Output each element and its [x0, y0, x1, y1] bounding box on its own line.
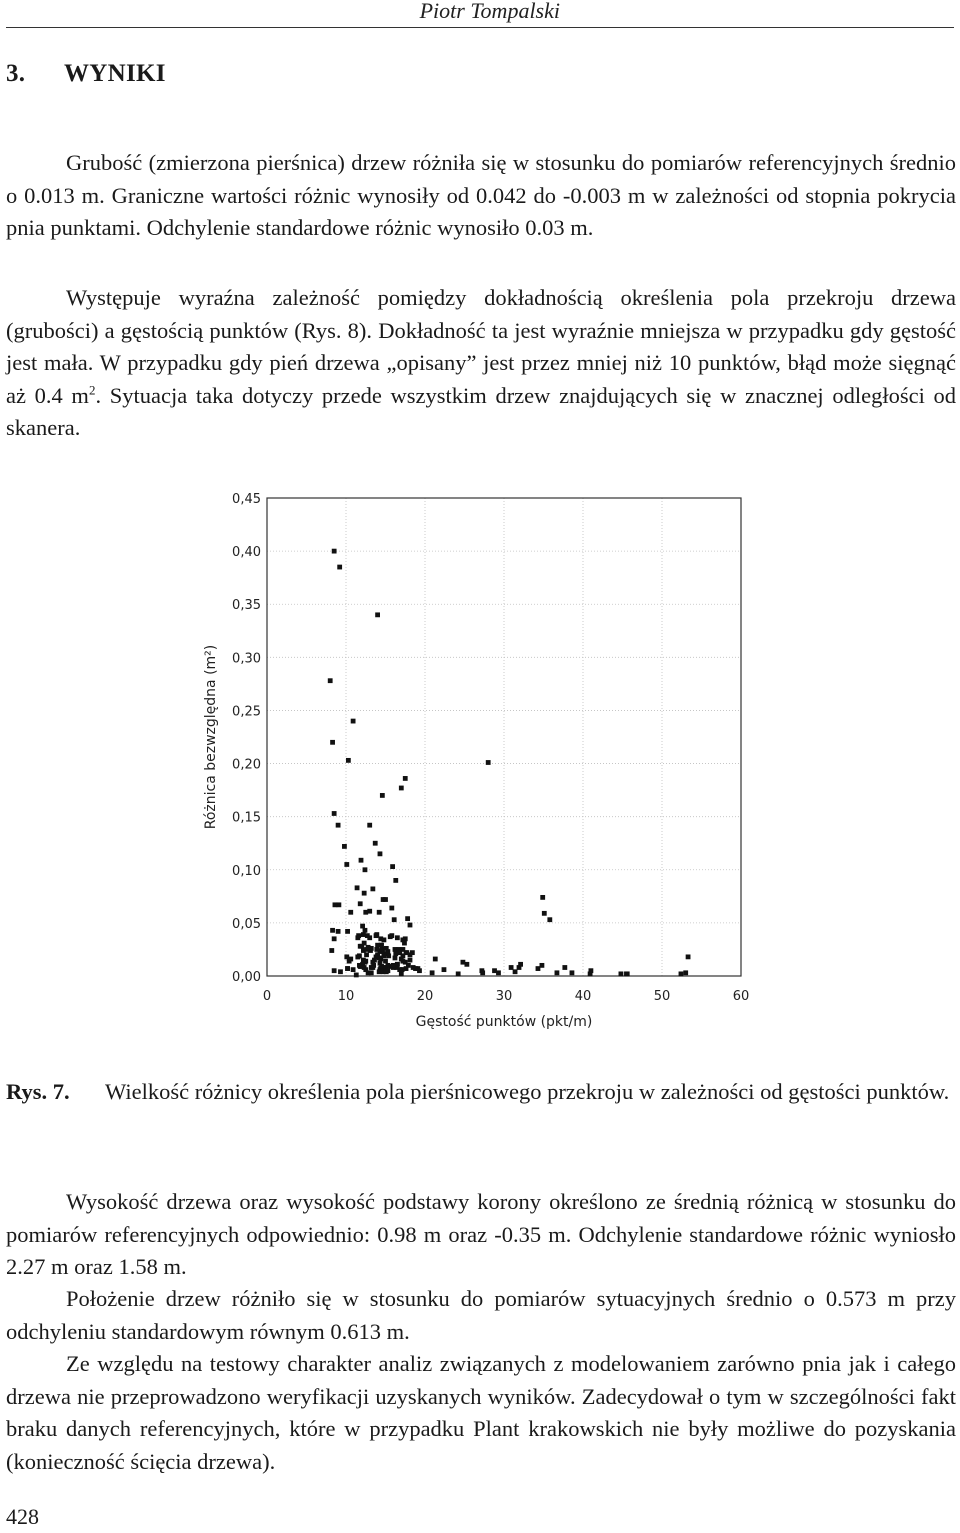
data-point	[402, 941, 407, 946]
data-point	[390, 864, 395, 869]
data-point	[337, 565, 342, 570]
section-title: WYNIKI	[64, 60, 166, 87]
data-point	[346, 758, 351, 763]
data-point	[330, 740, 335, 745]
data-point	[359, 858, 364, 863]
figure-caption-text: Wielkość różnicy określenia pola pierśnicowego przekroju w zależności od gęstości punktów.	[105, 1079, 950, 1104]
y-tick-label: 0,00	[232, 970, 261, 985]
data-point	[379, 964, 384, 969]
data-point	[513, 969, 518, 974]
data-point	[679, 971, 684, 976]
data-point	[589, 968, 594, 973]
data-point	[400, 967, 405, 972]
data-point	[400, 959, 405, 964]
data-point	[332, 549, 337, 554]
data-point	[358, 901, 363, 906]
paragraph-4: Położenie drzew różniło się w stosunku do pomiarów sytuacyjnych średnio o 0.573 m przy odchyleniu standardowym równym 0.613 m.	[6, 1286, 956, 1344]
data-point	[361, 932, 366, 937]
data-point	[385, 968, 390, 973]
data-point	[355, 954, 360, 959]
data-point	[386, 953, 391, 958]
data-point	[351, 719, 356, 724]
paragraph-2-text-b: . Sytuacja taka dotyczy przede wszystkim drzew znajdujących się w znacznej odległości od skanera.	[6, 382, 956, 440]
data-point	[382, 937, 387, 942]
x-tick-label: 60	[732, 989, 750, 1004]
data-point	[389, 906, 394, 911]
data-point	[366, 945, 371, 950]
paragraph-3: Wysokość drzewa oraz wysokość podstawy korony określono ze średnią różnicą w stosunku do pomiarów referencyjnych odpowiednio: 0.98 m oraz -0.35 m. Odchylenie standardowe różnic wyniosło 2.27 m oraz 1.58 m.	[6, 1189, 956, 1279]
y-tick-label: 0,15	[232, 810, 261, 826]
data-point	[442, 967, 447, 972]
data-point	[384, 946, 389, 951]
page-number: 428	[6, 1504, 39, 1529]
data-point	[625, 971, 630, 976]
data-point	[336, 823, 341, 828]
data-point	[433, 957, 438, 962]
x-axis-label: Gęstość punktów (pkt/m)	[415, 1014, 593, 1030]
data-point	[619, 971, 624, 976]
data-point	[403, 776, 408, 781]
data-point	[399, 971, 404, 976]
data-point	[417, 968, 422, 973]
data-point	[328, 678, 333, 683]
data-point	[547, 917, 552, 922]
data-point	[359, 944, 364, 949]
data-point	[406, 963, 411, 968]
data-point	[358, 964, 363, 969]
data-point	[342, 844, 347, 849]
data-point	[354, 973, 359, 978]
y-axis-label: Różnica bezwzględna (m²)	[203, 644, 219, 830]
x-tick-label: 50	[653, 989, 671, 1004]
data-point	[333, 902, 338, 907]
data-point	[486, 760, 491, 765]
data-point	[375, 612, 380, 617]
data-point	[405, 916, 410, 921]
data-point	[348, 957, 353, 962]
data-point	[509, 965, 514, 970]
section-heading	[6, 60, 166, 88]
x-tick-label: 10	[337, 989, 355, 1004]
y-tick-label: 0,45	[232, 492, 261, 507]
data-point	[570, 970, 575, 975]
paragraph-2-text-a: Występuje wyraźna zależność pomiędzy dokładnością określenia pola przekroju drzewa (grubości) a gęstością punktów (Rys. 8). Dokładność ta jest wyraźnie mniejsza w przypadku gdy gęstość jest mała. W przypadku gdy pień drzewa „opisany” jest przez mniej niż 10 punktów, błąd może sięgnąć aż 0.4 m	[6, 285, 956, 408]
figure-label: Rys. 7.	[6, 1079, 70, 1104]
data-point	[374, 933, 379, 938]
data-point	[542, 911, 547, 916]
data-point	[382, 953, 387, 958]
data-point	[400, 953, 405, 958]
data-point	[348, 910, 353, 915]
data-point	[395, 935, 400, 940]
data-point	[363, 910, 368, 915]
data-point	[381, 897, 386, 902]
data-point	[369, 970, 374, 975]
data-point	[377, 910, 382, 915]
data-point	[540, 963, 545, 968]
y-tick-label: 0,40	[232, 545, 261, 561]
data-point	[385, 963, 390, 968]
paragraph-2	[6, 282, 956, 445]
data-point	[379, 943, 384, 948]
y-tick-label: 0,35	[232, 598, 261, 614]
data-point	[336, 929, 341, 934]
data-point	[456, 971, 461, 976]
data-point	[562, 965, 567, 970]
data-point	[377, 956, 382, 961]
data-point	[332, 968, 337, 973]
data-point	[363, 928, 368, 933]
data-point	[461, 960, 466, 965]
data-point	[518, 962, 523, 967]
section-number: 3.	[6, 60, 26, 87]
data-point	[338, 969, 343, 974]
data-point	[391, 963, 396, 968]
data-point	[351, 967, 356, 972]
data-point	[393, 951, 398, 956]
y-tick-label: 0,25	[232, 704, 261, 720]
data-point	[555, 970, 560, 975]
data-point	[370, 960, 375, 965]
paragraph-1: Grubość (zmierzona pierśnica) drzew różniła się w stosunku do pomiarów referencyjnych średnio o 0.013 m. Graniczne wartości różnic wynosiły od 0.042 do -0.003 m w zależności od stopnia pokrycia pnia punktami. Odchylenie standardowe różnic wynosiło 0.03 m.	[6, 150, 956, 240]
data-point	[408, 923, 413, 928]
data-point	[399, 786, 404, 791]
x-tick-label: 40	[574, 989, 592, 1004]
data-point	[370, 965, 375, 970]
data-point	[364, 952, 369, 957]
x-tick-label: 0	[262, 989, 272, 1004]
data-point	[356, 933, 361, 938]
data-point	[479, 968, 484, 973]
x-tick-label: 30	[495, 989, 513, 1004]
data-point	[363, 867, 368, 872]
data-point	[362, 891, 367, 896]
data-point	[686, 954, 691, 959]
data-point	[393, 956, 398, 961]
superscript-two: 2	[88, 382, 96, 397]
data-point	[355, 885, 360, 890]
data-point	[370, 886, 375, 891]
data-point	[683, 970, 688, 975]
data-point	[329, 948, 334, 953]
figure-chart	[185, 478, 775, 1043]
data-point	[389, 933, 394, 938]
data-point	[540, 895, 545, 900]
data-point	[392, 917, 397, 922]
data-point	[367, 823, 372, 828]
header-rule	[6, 27, 954, 28]
data-point	[383, 959, 388, 964]
running-head-author: Piotr Tompalski	[419, 0, 560, 23]
data-point	[393, 878, 398, 883]
data-point	[408, 958, 413, 963]
y-tick-label: 0,10	[232, 863, 261, 879]
data-point	[330, 928, 335, 933]
data-point	[430, 970, 435, 975]
data-point	[344, 862, 349, 867]
scatter-plot	[185, 478, 775, 1043]
data-point	[411, 965, 416, 970]
y-tick-label: 0,20	[232, 757, 261, 773]
y-tick-label: 0,30	[232, 651, 261, 667]
data-point	[332, 811, 337, 816]
paragraph-5: Ze względu na testowy charakter analiz związanych z modelowaniem zarówno pnia jak i całego drzewa nie przeprowadzono weryfikacji uzyskanych wyników. Zadecydował o tym w szczególności fakt braku danych referencyjnych, które w przypadku Plant krakowskich nie były możliwe do pozyskania (konieczność ścięcia drzewa).	[6, 1351, 956, 1474]
data-point	[360, 924, 365, 929]
data-point	[332, 936, 337, 941]
data-point	[380, 793, 385, 798]
data-point	[496, 970, 501, 975]
data-point	[378, 851, 383, 856]
y-tick-label: 0,05	[232, 916, 261, 932]
data-point	[345, 929, 350, 934]
x-tick-label: 20	[416, 989, 434, 1004]
data-point	[373, 841, 378, 846]
data-point	[345, 966, 350, 971]
